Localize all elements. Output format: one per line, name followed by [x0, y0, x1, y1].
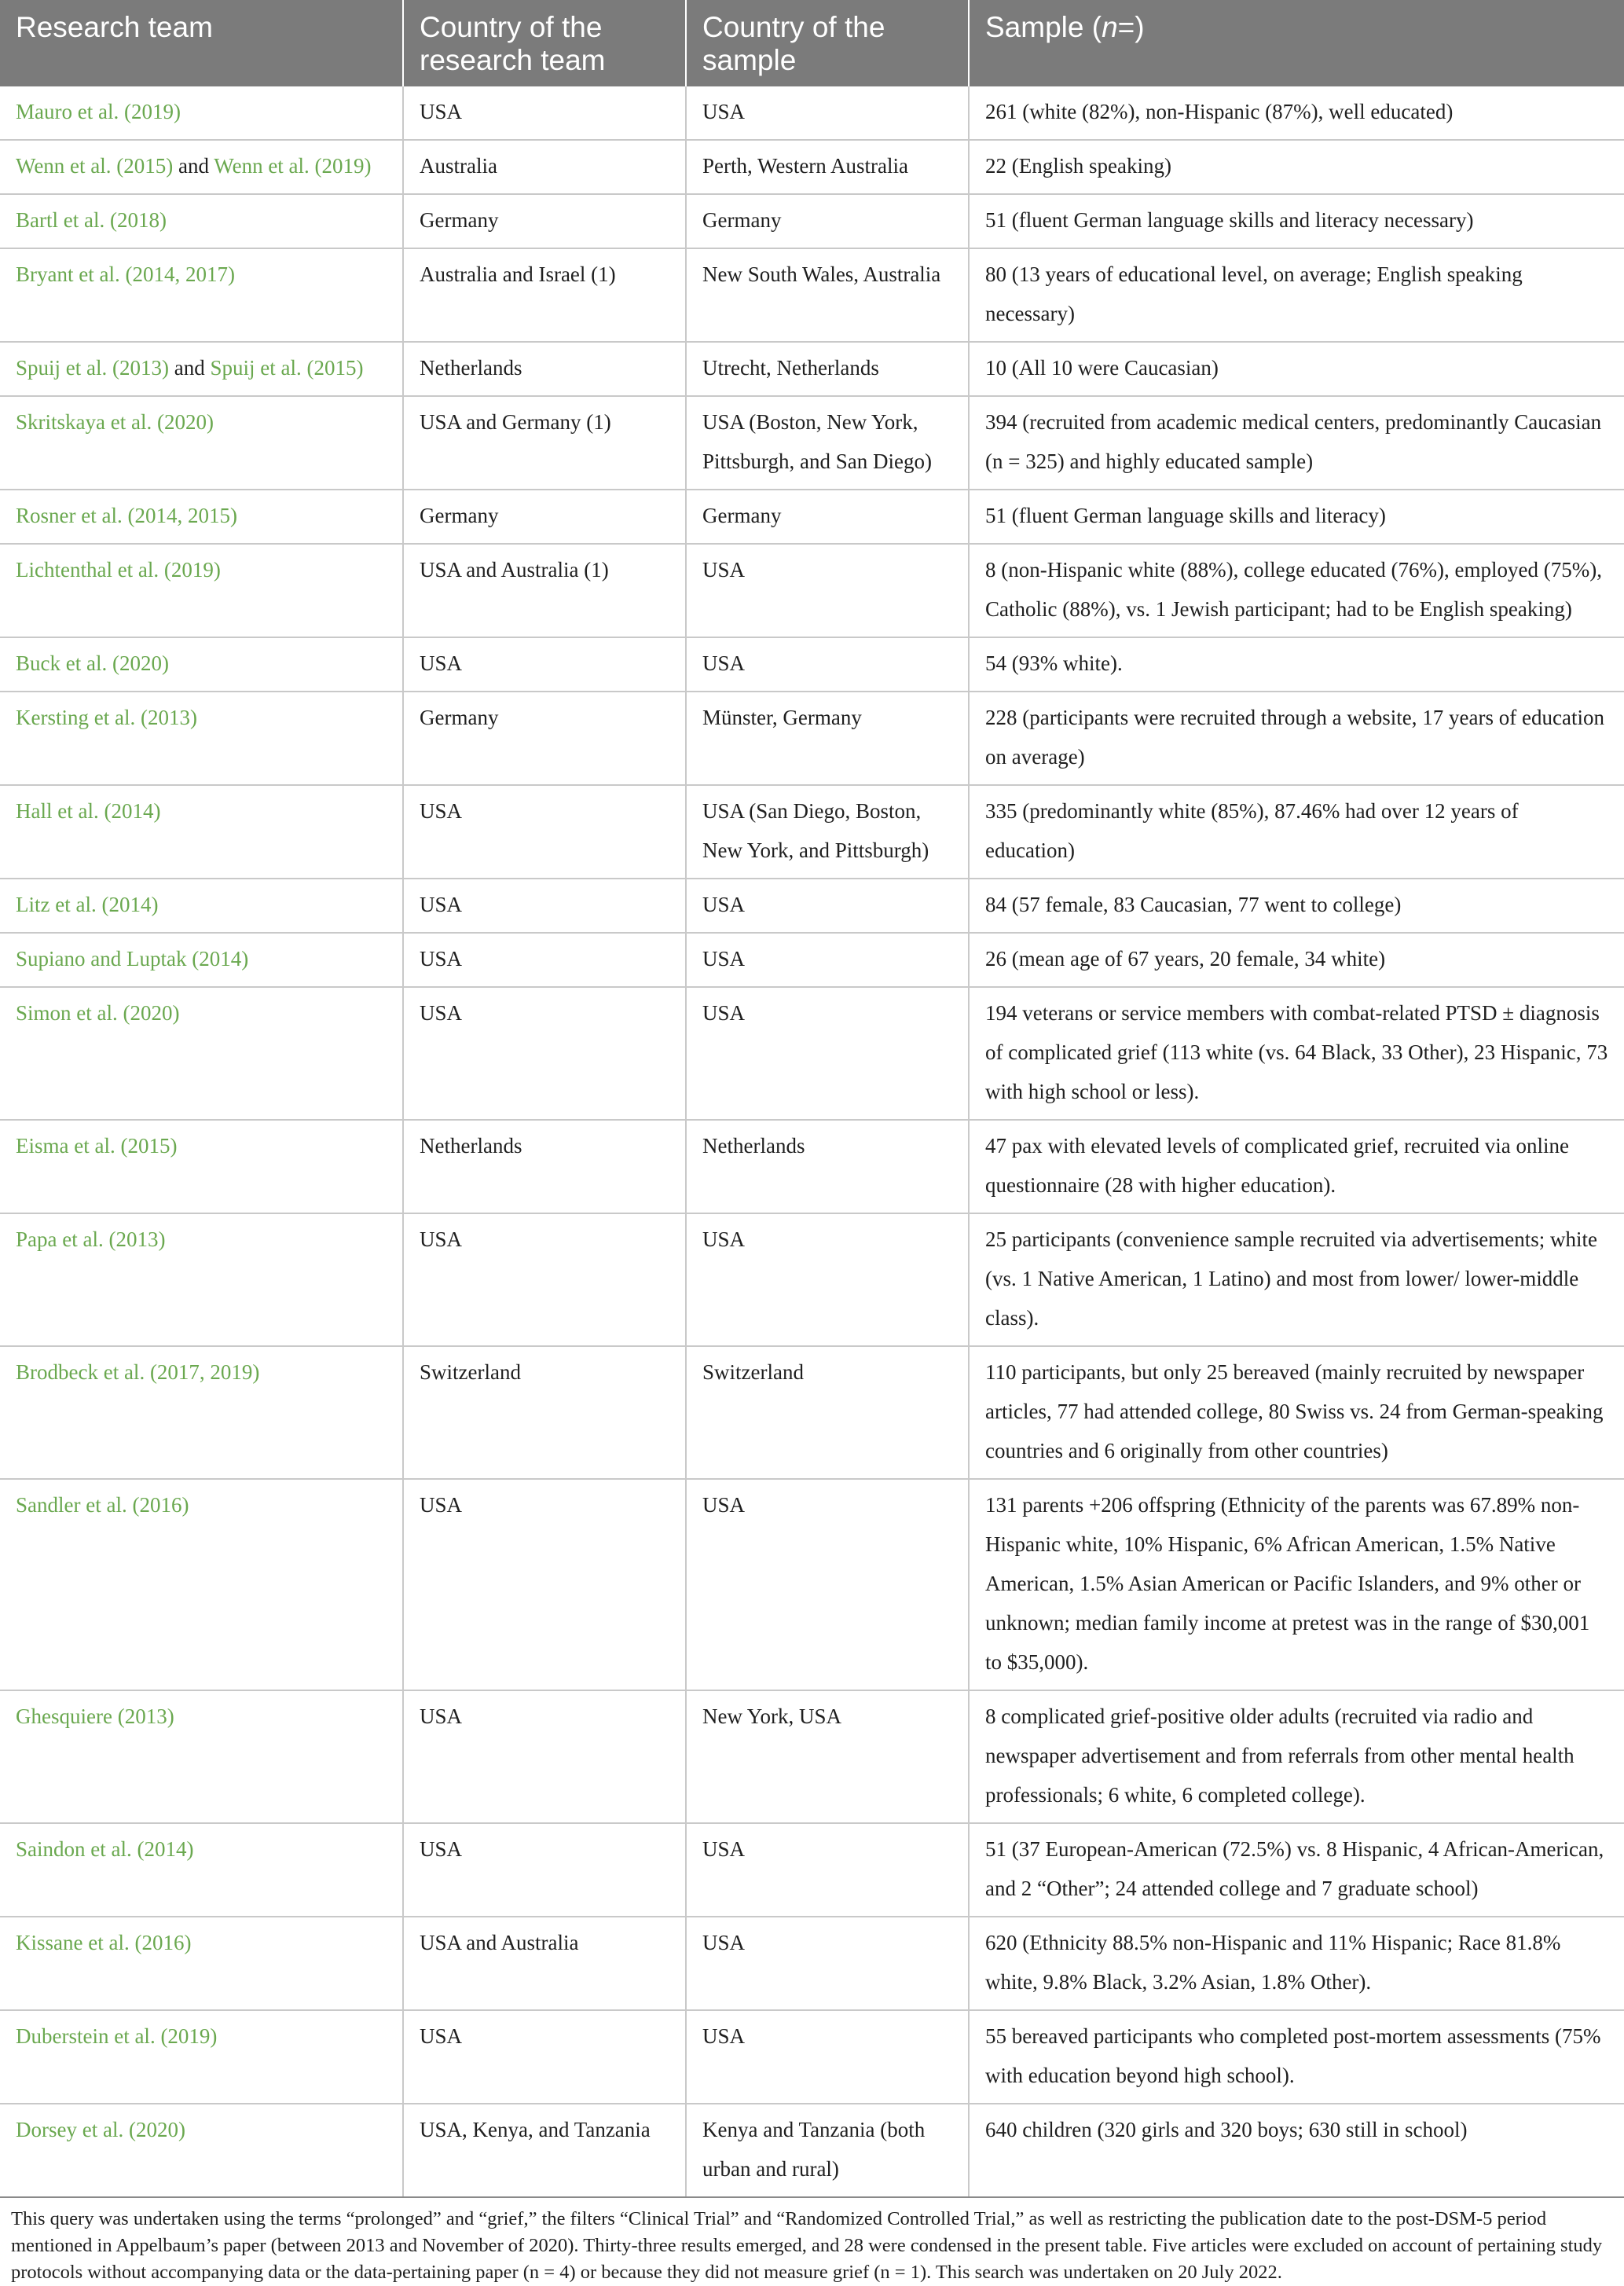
table-row [0, 1690, 1624, 1823]
cell-research-team [0, 194, 403, 248]
reference-link[interactable]: Hall et al. (2014) [16, 799, 161, 823]
cell-country-sample: USA [686, 86, 969, 140]
cell-research-team [0, 1213, 403, 1346]
table-row [0, 396, 1624, 490]
cell-country-research-team: USA [403, 1213, 686, 1346]
cell-country-sample: USA [686, 544, 969, 637]
reference-link[interactable]: Wenn et al. (2015) [16, 154, 174, 178]
cell-country-research-team: USA [403, 879, 686, 933]
cell-sample: 8 complicated grief-positive older adults (recruited via radio and newspaper advertisement and from referrals from other mental health professionals; 6 white, 6 completed college). [969, 1690, 1624, 1823]
table-row [0, 2010, 1624, 2104]
table-row [0, 2104, 1624, 2197]
cell-research-team [0, 933, 403, 987]
cell-sample: 335 (predominantly white (85%), 87.46% had over 12 years of education) [969, 785, 1624, 879]
cell-country-sample: Münster, Germany [686, 692, 969, 785]
cell-sample: 620 (Ethnicity 88.5% non-Hispanic and 11% Hispanic; Race 81.8% white, 9.8% Black, 3.2% Asian, 1.8% Other). [969, 1917, 1624, 2010]
table-row [0, 879, 1624, 933]
cell-country-research-team: USA and Australia (1) [403, 544, 686, 637]
header-sample-suffix: =) [1117, 11, 1145, 43]
table-footnote: This query was undertaken using the terms “prolonged” and “grief,” the filters “Clinical Trial” and “Randomized Controlled Trial,” as well as restricting the publication date to the post-DSM-5 period mentioned in Appelbaum’s paper (between 2013 and November of 2020). Thirty-three results emerged, and 28 were condensed in the present table. Five articles were excluded on account of pertaining study protocols without accompanying data or the data-pertaining paper (n = 4) or because they did not measure grief (n = 1). This search was undertaken on 20 July 2022. [11, 2208, 1603, 2283]
cell-research-team [0, 987, 403, 1120]
cell-country-research-team: Australia [403, 140, 686, 194]
cell-country-sample: USA [686, 987, 969, 1120]
table-row [0, 140, 1624, 194]
cell-sample: 640 children (320 girls and 320 boys; 630 still in school) [969, 2104, 1624, 2197]
cell-country-sample: Kenya and Tanzania (both urban and rural) [686, 2104, 969, 2197]
cell-country-research-team: Australia and Israel (1) [403, 248, 686, 342]
reference-link[interactable]: Supiano and Luptak (2014) [16, 947, 249, 971]
cell-country-sample: Germany [686, 490, 969, 544]
cell-research-team [0, 1120, 403, 1213]
reference-link[interactable]: Papa et al. (2013) [16, 1227, 166, 1251]
cell-sample: 51 (37 European-American (72.5%) vs. 8 Hispanic, 4 African-American, and 2 “Other”; 24 attended college and 7 graduate school) [969, 1823, 1624, 1917]
cell-country-sample: USA [686, 1213, 969, 1346]
table-row [0, 342, 1624, 396]
cell-research-team [0, 396, 403, 490]
cell-sample: 110 participants, but only 25 bereaved (mainly recruited by newspaper articles, 77 had attended college, 80 Swiss vs. 24 from German-speaking countries and 6 originally from other countries) [969, 1346, 1624, 1479]
team-text: and [173, 154, 214, 178]
cell-sample: 47 pax with elevated levels of complicated grief, recruited via online questionnaire (28 with higher education). [969, 1120, 1624, 1213]
cell-country-research-team: USA [403, 785, 686, 879]
table-row [0, 1917, 1624, 2010]
reference-link[interactable]: Duberstein et al. (2019) [16, 2024, 218, 2048]
reference-link[interactable]: Ghesquiere (2013) [16, 1704, 174, 1728]
cell-country-research-team: USA [403, 1823, 686, 1917]
header-sample-prefix: Sample ( [985, 11, 1102, 43]
cell-research-team [0, 544, 403, 637]
cell-research-team [0, 342, 403, 396]
cell-country-sample: USA [686, 1823, 969, 1917]
cell-country-sample: USA (San Diego, Boston, New York, and Pittsburgh) [686, 785, 969, 879]
cell-country-sample: USA [686, 2010, 969, 2104]
table-row [0, 1120, 1624, 1213]
cell-country-sample: USA [686, 1917, 969, 2010]
cell-country-sample: New South Wales, Australia [686, 248, 969, 342]
cell-sample: 8 (non-Hispanic white (88%), college educated (76%), employed (75%), Catholic (88%), vs. 1 Jewish participant; had to be English speaking) [969, 544, 1624, 637]
cell-research-team [0, 248, 403, 342]
table-row [0, 544, 1624, 637]
cell-country-sample: Perth, Western Australia [686, 140, 969, 194]
cell-sample: 131 parents +206 offspring (Ethnicity of the parents was 67.89% non-Hispanic white, 10% Hispanic, 6% African American, 1.5% Native American, 1.5% Asian American or Pacific Islanders, and 9% other or unknown; median family income at pretest was in the range of $30,001 to $35,000). [969, 1479, 1624, 1690]
table-row [0, 637, 1624, 692]
cell-research-team [0, 879, 403, 933]
reference-link[interactable]: Kersting et al. (2013) [16, 706, 197, 729]
cell-country-research-team: USA [403, 2010, 686, 2104]
header-sample-n: n [1102, 11, 1118, 43]
cell-country-sample: USA [686, 933, 969, 987]
cell-research-team [0, 2104, 403, 2197]
cell-country-research-team: Netherlands [403, 1120, 686, 1213]
table-row [0, 785, 1624, 879]
cell-sample: 228 (participants were recruited through a website, 17 years of education on average) [969, 692, 1624, 785]
cell-country-research-team: Germany [403, 692, 686, 785]
table-row [0, 692, 1624, 785]
cell-country-research-team: USA [403, 1479, 686, 1690]
table-row [0, 490, 1624, 544]
header-row [0, 0, 1624, 86]
cell-country-sample: New York, USA [686, 1690, 969, 1823]
cell-sample: 22 (English speaking) [969, 140, 1624, 194]
reference-link[interactable]: Wenn et al. (2019) [214, 154, 372, 178]
cell-country-research-team: Switzerland [403, 1346, 686, 1479]
cell-sample: 10 (All 10 were Caucasian) [969, 342, 1624, 396]
table-row [0, 1346, 1624, 1479]
reference-link[interactable]: Lichtenthal et al. (2019) [16, 558, 221, 582]
cell-country-sample: USA [686, 637, 969, 692]
cell-sample: 54 (93% white). [969, 637, 1624, 692]
cell-sample: 261 (white (82%), non-Hispanic (87%), well educated) [969, 86, 1624, 140]
cell-research-team [0, 140, 403, 194]
cell-country-sample: USA [686, 1479, 969, 1690]
reference-link[interactable]: Kissane et al. (2016) [16, 1931, 192, 1954]
cell-research-team [0, 1346, 403, 1479]
table-row [0, 1213, 1624, 1346]
table-row [0, 248, 1624, 342]
cell-country-sample: Utrecht, Netherlands [686, 342, 969, 396]
cell-sample: 51 (fluent German language skills and literacy) [969, 490, 1624, 544]
cell-research-team [0, 2010, 403, 2104]
cell-country-research-team: USA [403, 86, 686, 140]
header-country-research-team: Country of the research team [403, 0, 686, 86]
reference-link[interactable]: Buck et al. (2020) [16, 651, 169, 675]
cell-sample: 25 participants (convenience sample recruited via advertisements; white (vs. 1 Native American, 1 Latino) and most from lower/ lower-middle class). [969, 1213, 1624, 1346]
cell-country-research-team: USA and Australia [403, 1917, 686, 2010]
table-row [0, 1823, 1624, 1917]
cell-research-team [0, 692, 403, 785]
cell-research-team [0, 785, 403, 879]
table-header [0, 0, 1624, 86]
cell-country-sample: USA [686, 879, 969, 933]
cell-research-team [0, 1479, 403, 1690]
reference-link[interactable]: Bartl et al. (2018) [16, 208, 167, 232]
cell-research-team [0, 1690, 403, 1823]
reference-link[interactable]: Mauro et al. (2019) [16, 100, 181, 123]
reference-link[interactable]: Spuij et al. (2015) [210, 356, 364, 380]
table-row [0, 987, 1624, 1120]
reference-link[interactable]: Litz et al. (2014) [16, 893, 159, 916]
cell-research-team [0, 637, 403, 692]
cell-research-team [0, 490, 403, 544]
cell-sample: 194 veterans or service members with combat-related PTSD ± diagnosis of complicated grief (113 white (vs. 64 Black, 33 Other), 23 Hispanic, 73 with high school or less). [969, 987, 1624, 1120]
cell-country-research-team: USA [403, 1690, 686, 1823]
reference-link[interactable]: Dorsey et al. (2020) [16, 2118, 185, 2141]
cell-country-research-team: USA [403, 637, 686, 692]
cell-country-research-team: Germany [403, 490, 686, 544]
cell-country-research-team: USA, Kenya, and Tanzania [403, 2104, 686, 2197]
cell-sample: 394 (recruited from academic medical centers, predominantly Caucasian (n = 325) and highly educated sample) [969, 396, 1624, 490]
cell-sample: 51 (fluent German language skills and literacy necessary) [969, 194, 1624, 248]
reference-link[interactable]: Sandler et al. (2016) [16, 1493, 189, 1517]
cell-country-sample: Germany [686, 194, 969, 248]
header-sample [969, 0, 1624, 86]
reference-link[interactable]: Saindon et al. (2014) [16, 1837, 194, 1861]
cell-research-team [0, 1917, 403, 2010]
cell-research-team [0, 86, 403, 140]
reference-link[interactable]: Simon et al. (2020) [16, 1001, 180, 1025]
cell-sample: 55 bereaved participants who completed post-mortem assessments (75% with education beyond high school). [969, 2010, 1624, 2104]
cell-country-sample: Netherlands [686, 1120, 969, 1213]
cell-country-research-team: USA [403, 987, 686, 1120]
header-research-team: Research team [0, 0, 403, 86]
cell-country-research-team: Netherlands [403, 342, 686, 396]
header-country-sample: Country of the sample [686, 0, 969, 86]
reference-link[interactable]: Brodbeck et al. (2017, 2019) [16, 1360, 260, 1384]
cell-country-research-team: USA and Germany (1) [403, 396, 686, 490]
reference-link[interactable]: Eisma et al. (2015) [16, 1134, 178, 1158]
reference-link[interactable]: Skritskaya et al. (2020) [16, 410, 214, 434]
cell-research-team [0, 1823, 403, 1917]
cell-sample: 80 (13 years of educational level, on average; English speaking necessary) [969, 248, 1624, 342]
table-row [0, 86, 1624, 140]
cell-country-research-team: Germany [403, 194, 686, 248]
table-row [0, 1479, 1624, 1690]
cell-sample: 84 (57 female, 83 Caucasian, 77 went to college) [969, 879, 1624, 933]
table-row [0, 933, 1624, 987]
table-row [0, 194, 1624, 248]
cell-country-sample: USA (Boston, New York, Pittsburgh, and San Diego) [686, 396, 969, 490]
reference-link[interactable]: Bryant et al. (2014, 2017) [16, 262, 235, 286]
cell-country-research-team: USA [403, 933, 686, 987]
cell-country-sample: Switzerland [686, 1346, 969, 1479]
cell-sample: 26 (mean age of 67 years, 20 female, 34 white) [969, 933, 1624, 987]
table-body [0, 86, 1624, 2197]
team-text: and [168, 356, 211, 380]
reference-link[interactable]: Spuij et al. (2013) [16, 356, 169, 380]
reference-link[interactable]: Rosner et al. (2014, 2015) [16, 504, 237, 527]
